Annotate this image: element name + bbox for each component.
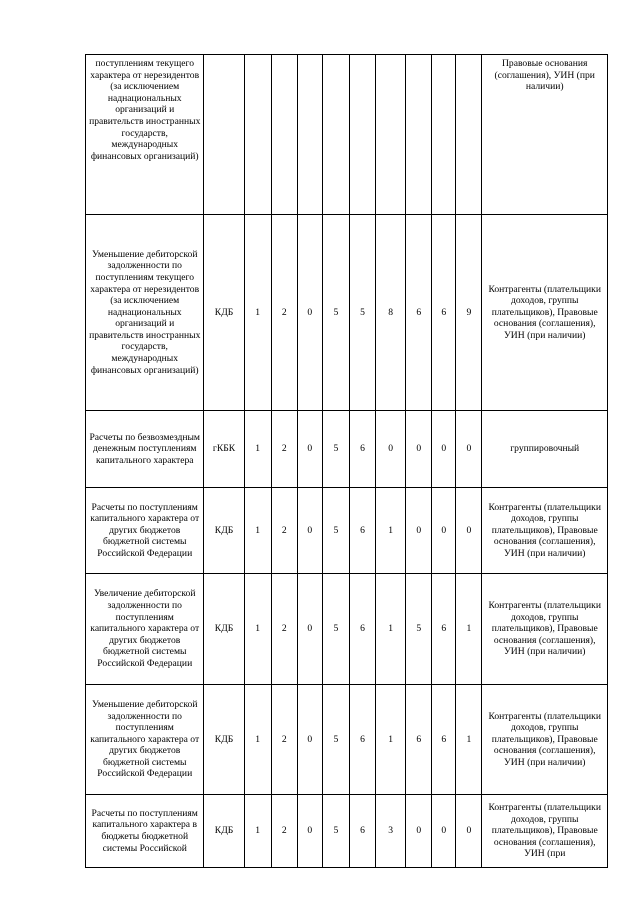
code-digit-cell: 6	[406, 685, 432, 795]
code-digit-cell: 1	[244, 411, 271, 488]
code-digit-cell	[456, 55, 482, 215]
code-digit-cell	[244, 55, 271, 215]
analytics-basis-cell: Контрагенты (плательщики доходов, группы плательщиков), Правовые основания (соглашения), УИН (при наличии)	[482, 574, 608, 685]
code-digit-cell: 5	[322, 574, 349, 685]
code-digit-cell: 0	[432, 411, 456, 488]
code-digit-cell: 1	[244, 574, 271, 685]
analytics-basis-cell: Правовые основания (соглашения), УИН (при наличии)	[482, 55, 608, 215]
table-row	[86, 411, 608, 488]
code-digit-cell	[432, 55, 456, 215]
code-type-cell: КДБ	[204, 215, 244, 411]
code-type-cell: гКБК	[204, 411, 244, 488]
code-digit-cell: 1	[244, 488, 271, 574]
account-name-cell: Расчеты по безвозмездным денежным поступлениям капитального характера	[86, 411, 204, 488]
code-digit-cell	[297, 55, 322, 215]
table-row	[86, 795, 608, 868]
code-digit-cell: 0	[406, 488, 432, 574]
code-digit-cell: 6	[349, 685, 375, 795]
table-row	[86, 574, 608, 685]
code-digit-cell: 8	[376, 215, 406, 411]
code-digit-cell: 2	[271, 488, 297, 574]
account-name-cell: Уменьшение дебиторской задолженности по поступлениям текущего характера от нерезидентов (за исключением наднациональных организаций и правительств иностранных государств, международных финансовых организаций)	[86, 215, 204, 411]
code-digit-cell	[322, 55, 349, 215]
code-digit-cell: 6	[349, 488, 375, 574]
code-digit-cell: 2	[271, 685, 297, 795]
code-digit-cell: 0	[297, 488, 322, 574]
code-digit-cell: 5	[322, 488, 349, 574]
code-digit-cell: 1	[376, 685, 406, 795]
code-digit-cell: 0	[376, 411, 406, 488]
code-digit-cell	[349, 55, 375, 215]
code-digit-cell: 6	[432, 574, 456, 685]
code-digit-cell: 1	[244, 215, 271, 411]
code-digit-cell	[376, 55, 406, 215]
code-digit-cell: 0	[406, 795, 432, 868]
code-digit-cell: 3	[376, 795, 406, 868]
code-digit-cell: 0	[456, 488, 482, 574]
code-type-cell: КДБ	[204, 574, 244, 685]
code-type-cell: КДБ	[204, 795, 244, 868]
code-digit-cell: 5	[322, 685, 349, 795]
code-digit-cell: 1	[376, 574, 406, 685]
code-digit-cell: 6	[349, 574, 375, 685]
code-digit-cell: 1	[244, 795, 271, 868]
code-digit-cell: 0	[297, 574, 322, 685]
code-digit-cell: 0	[297, 411, 322, 488]
account-name-cell: поступлениям текущего характера от нерезидентов (за исключением наднациональных организаций и правительств иностранных государств, международных финансовых организаций)	[86, 55, 204, 215]
analytics-basis-cell: Контрагенты (плательщики доходов, группы плательщиков), Правовые основания (соглашения), УИН (при наличии)	[482, 685, 608, 795]
table-row	[86, 215, 608, 411]
code-digit-cell: 0	[456, 795, 482, 868]
code-digit-cell: 5	[322, 795, 349, 868]
account-name-cell: Уменьшение дебиторской задолженности по поступлениям капитального характера от других бюджетов бюджетной системы Российской Федерации	[86, 685, 204, 795]
code-digit-cell: 5	[322, 411, 349, 488]
table-row	[86, 685, 608, 795]
code-digit-cell: 0	[406, 411, 432, 488]
code-digit-cell: 1	[244, 685, 271, 795]
table-row	[86, 55, 608, 215]
analytics-basis-cell: группировочный	[482, 411, 608, 488]
code-digit-cell: 2	[271, 411, 297, 488]
code-digit-cell: 0	[432, 795, 456, 868]
analytics-basis-cell: Контрагенты (плательщики доходов, группы плательщиков), Правовые основания (соглашения), УИН (при наличии)	[482, 215, 608, 411]
code-digit-cell	[406, 55, 432, 215]
code-digit-cell: 0	[297, 215, 322, 411]
code-digit-cell: 6	[406, 215, 432, 411]
account-name-cell: Увеличение дебиторской задолженности по поступлениям капитального характера от других бюджетов бюджетной системы Российской Федерации	[86, 574, 204, 685]
analytics-basis-cell: Контрагенты (плательщики доходов, группы плательщиков), Правовые основания (соглашения), УИН (при	[482, 795, 608, 868]
code-type-cell: КДБ	[204, 685, 244, 795]
table-body	[86, 55, 608, 868]
code-digit-cell: 0	[297, 685, 322, 795]
code-digit-cell: 6	[432, 685, 456, 795]
code-digit-cell: 6	[349, 411, 375, 488]
account-codes-table	[85, 54, 608, 868]
code-digit-cell: 5	[349, 215, 375, 411]
code-digit-cell: 6	[432, 215, 456, 411]
code-digit-cell: 6	[349, 795, 375, 868]
account-name-cell: Расчеты по поступлениям капитального характера в бюджеты бюджетной системы Российской	[86, 795, 204, 868]
code-digit-cell: 0	[432, 488, 456, 574]
table-row	[86, 488, 608, 574]
code-type-cell: КДБ	[204, 488, 244, 574]
account-name-cell: Расчеты по поступлениям капитального характера от других бюджетов бюджетной системы Российской Федерации	[86, 488, 204, 574]
code-digit-cell: 0	[297, 795, 322, 868]
code-type-cell	[204, 55, 244, 215]
code-digit-cell: 1	[456, 574, 482, 685]
analytics-basis-cell: Контрагенты (плательщики доходов, группы плательщиков), Правовые основания (соглашения), УИН (при наличии)	[482, 488, 608, 574]
code-digit-cell	[271, 55, 297, 215]
code-digit-cell: 2	[271, 215, 297, 411]
code-digit-cell: 1	[456, 685, 482, 795]
code-digit-cell: 1	[376, 488, 406, 574]
code-digit-cell: 2	[271, 574, 297, 685]
code-digit-cell: 5	[322, 215, 349, 411]
code-digit-cell: 2	[271, 795, 297, 868]
code-digit-cell: 0	[456, 411, 482, 488]
code-digit-cell: 5	[406, 574, 432, 685]
code-digit-cell: 9	[456, 215, 482, 411]
